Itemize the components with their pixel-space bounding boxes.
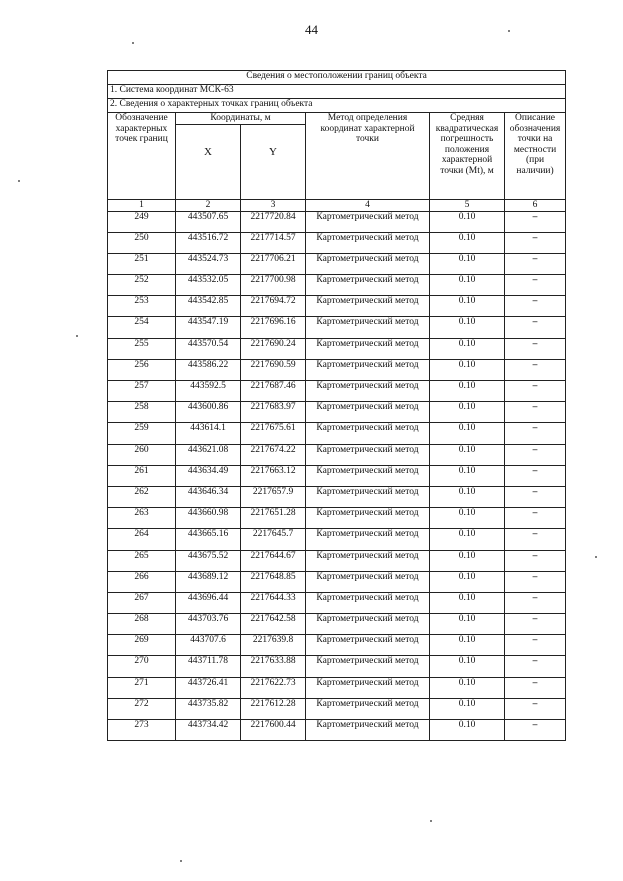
point-cell: 257: [108, 381, 176, 402]
accuracy-cell: 0.10: [430, 275, 505, 296]
point-cell: 254: [108, 317, 176, 338]
description-cell: –: [505, 465, 566, 486]
y-coordinate-cell: 2217663.12: [241, 465, 306, 486]
x-coordinate-cell: 443621.08: [176, 444, 241, 465]
header-method: Метод определения координат характерной точки: [306, 113, 430, 200]
x-coordinate-cell: 443547.19: [176, 317, 241, 338]
x-coordinate-cell: 443696.44: [176, 592, 241, 613]
accuracy-cell: 0.10: [430, 677, 505, 698]
x-coordinate-cell: 443726.41: [176, 677, 241, 698]
point-cell: 264: [108, 529, 176, 550]
y-coordinate-cell: 2217612.28: [241, 698, 306, 719]
accuracy-cell: 0.10: [430, 423, 505, 444]
boundary-points-table: [107, 70, 566, 741]
method-cell: Картометрический метод: [306, 296, 430, 317]
method-cell: Картометрический метод: [306, 635, 430, 656]
description-cell: –: [505, 402, 566, 423]
x-coordinate-cell: 443707.6: [176, 635, 241, 656]
accuracy-cell: 0.10: [430, 571, 505, 592]
y-coordinate-cell: 2217687.46: [241, 381, 306, 402]
scan-speck: [180, 860, 182, 862]
description-cell: –: [505, 253, 566, 274]
point-cell: 251: [108, 253, 176, 274]
point-cell: 260: [108, 444, 176, 465]
accuracy-cell: 0.10: [430, 359, 505, 380]
x-coordinate-cell: 443634.49: [176, 465, 241, 486]
accuracy-cell: 0.10: [430, 338, 505, 359]
point-cell: 266: [108, 571, 176, 592]
table-row: [108, 275, 566, 296]
table-row: [108, 550, 566, 571]
y-coordinate-cell: 2217674.22: [241, 444, 306, 465]
accuracy-cell: 0.10: [430, 529, 505, 550]
scan-speck: [132, 42, 134, 44]
header-point-designation: Обозначение характерных точек границ: [108, 113, 176, 200]
point-cell: 272: [108, 698, 176, 719]
x-coordinate-cell: 443660.98: [176, 508, 241, 529]
point-cell: 252: [108, 275, 176, 296]
point-cell: 258: [108, 402, 176, 423]
method-cell: Картометрический метод: [306, 211, 430, 232]
table-row: [108, 698, 566, 719]
method-cell: Картометрический метод: [306, 486, 430, 507]
method-cell: Картометрический метод: [306, 720, 430, 741]
description-cell: –: [505, 232, 566, 253]
table-row: [108, 486, 566, 507]
description-cell: –: [505, 550, 566, 571]
x-coordinate-cell: 443532.05: [176, 275, 241, 296]
header-description: Описание обозначения точки на местности (при наличии): [505, 113, 566, 200]
table-row: [108, 614, 566, 635]
description-cell: –: [505, 656, 566, 677]
point-cell: 267: [108, 592, 176, 613]
x-coordinate-cell: 443600.86: [176, 402, 241, 423]
table-row: [108, 423, 566, 444]
column-number: 2: [176, 199, 241, 211]
description-cell: –: [505, 359, 566, 380]
description-cell: –: [505, 275, 566, 296]
x-coordinate-cell: 443665.16: [176, 529, 241, 550]
description-cell: –: [505, 338, 566, 359]
method-cell: Картометрический метод: [306, 359, 430, 380]
description-cell: –: [505, 529, 566, 550]
x-coordinate-cell: 443542.85: [176, 296, 241, 317]
x-coordinate-cell: 443646.34: [176, 486, 241, 507]
method-cell: Картометрический метод: [306, 614, 430, 635]
method-cell: Картометрический метод: [306, 592, 430, 613]
table-row: [108, 656, 566, 677]
method-cell: Картометрический метод: [306, 550, 430, 571]
method-cell: Картометрический метод: [306, 253, 430, 274]
accuracy-cell: 0.10: [430, 211, 505, 232]
table-row: [108, 720, 566, 741]
scan-speck: [76, 335, 78, 337]
description-cell: –: [505, 571, 566, 592]
description-cell: –: [505, 677, 566, 698]
point-cell: 259: [108, 423, 176, 444]
y-coordinate-cell: 2217683.97: [241, 402, 306, 423]
accuracy-cell: 0.10: [430, 381, 505, 402]
x-coordinate-cell: 443735.82: [176, 698, 241, 719]
method-cell: Картометрический метод: [306, 508, 430, 529]
point-cell: 265: [108, 550, 176, 571]
accuracy-cell: 0.10: [430, 253, 505, 274]
point-cell: 269: [108, 635, 176, 656]
x-coordinate-cell: 443592.5: [176, 381, 241, 402]
x-coordinate-cell: 443507.65: [176, 211, 241, 232]
method-cell: Картометрический метод: [306, 381, 430, 402]
description-cell: –: [505, 317, 566, 338]
x-coordinate-cell: 443734.42: [176, 720, 241, 741]
scan-speck: [18, 180, 20, 182]
table-row: [108, 592, 566, 613]
accuracy-cell: 0.10: [430, 635, 505, 656]
accuracy-cell: 0.10: [430, 508, 505, 529]
x-coordinate-cell: 443516.72: [176, 232, 241, 253]
table-row: [108, 317, 566, 338]
column-number: 6: [505, 199, 566, 211]
table-row: [108, 211, 566, 232]
column-number: 3: [241, 199, 306, 211]
table-row: [108, 359, 566, 380]
y-coordinate-cell: 2217644.67: [241, 550, 306, 571]
y-coordinate-cell: 2217675.61: [241, 423, 306, 444]
table-row: [108, 677, 566, 698]
header-x: X: [176, 124, 241, 199]
page-number: 44: [305, 22, 318, 37]
method-cell: Картометрический метод: [306, 465, 430, 486]
y-coordinate-cell: 2217720.84: [241, 211, 306, 232]
header-y: Y: [241, 124, 306, 199]
method-cell: Картометрический метод: [306, 338, 430, 359]
accuracy-cell: 0.10: [430, 486, 505, 507]
accuracy-cell: 0.10: [430, 296, 505, 317]
x-coordinate-cell: 443586.22: [176, 359, 241, 380]
point-cell: 270: [108, 656, 176, 677]
method-cell: Картометрический метод: [306, 444, 430, 465]
point-cell: 261: [108, 465, 176, 486]
y-coordinate-cell: 2217622.73: [241, 677, 306, 698]
description-cell: –: [505, 698, 566, 719]
scan-speck: [430, 820, 432, 822]
accuracy-cell: 0.10: [430, 592, 505, 613]
y-coordinate-cell: 2217696.16: [241, 317, 306, 338]
table-row: [108, 444, 566, 465]
y-coordinate-cell: 2217657.9: [241, 486, 306, 507]
table-row: [108, 571, 566, 592]
y-coordinate-cell: 2217694.72: [241, 296, 306, 317]
column-number: 5: [430, 199, 505, 211]
point-cell: 268: [108, 614, 176, 635]
accuracy-cell: 0.10: [430, 465, 505, 486]
table-row: [108, 338, 566, 359]
y-coordinate-cell: 2217690.59: [241, 359, 306, 380]
header-coordinates: Координаты, м: [176, 113, 306, 125]
y-coordinate-cell: 2217651.28: [241, 508, 306, 529]
table-row: [108, 381, 566, 402]
points-section-heading: 2. Сведения о характерных точках границ объекта: [108, 99, 566, 113]
y-coordinate-cell: 2217639.8: [241, 635, 306, 656]
method-cell: Картометрический метод: [306, 275, 430, 296]
method-cell: Картометрический метод: [306, 423, 430, 444]
table-row: [108, 465, 566, 486]
accuracy-cell: 0.10: [430, 720, 505, 741]
accuracy-cell: 0.10: [430, 317, 505, 338]
description-cell: –: [505, 296, 566, 317]
accuracy-cell: 0.10: [430, 232, 505, 253]
point-cell: 273: [108, 720, 176, 741]
table-row: [108, 253, 566, 274]
y-coordinate-cell: 2217645.7: [241, 529, 306, 550]
method-cell: Картометрический метод: [306, 232, 430, 253]
description-cell: –: [505, 444, 566, 465]
x-coordinate-cell: 443703.76: [176, 614, 241, 635]
point-cell: 271: [108, 677, 176, 698]
header-accuracy: Средняя квадратическая погрешность положения характерной точки (Mt), м: [430, 113, 505, 200]
description-cell: –: [505, 211, 566, 232]
description-cell: –: [505, 423, 566, 444]
method-cell: Картометрический метод: [306, 402, 430, 423]
y-coordinate-cell: 2217648.85: [241, 571, 306, 592]
table-row: [108, 232, 566, 253]
x-coordinate-cell: 443570.54: [176, 338, 241, 359]
method-cell: Картометрический метод: [306, 529, 430, 550]
accuracy-cell: 0.10: [430, 614, 505, 635]
point-cell: 262: [108, 486, 176, 507]
accuracy-cell: 0.10: [430, 402, 505, 423]
point-cell: 256: [108, 359, 176, 380]
method-cell: Картометрический метод: [306, 656, 430, 677]
description-cell: –: [505, 614, 566, 635]
column-number: 1: [108, 199, 176, 211]
y-coordinate-cell: 2217644.33: [241, 592, 306, 613]
coordinate-system-section: 1. Система координат МСК-63: [108, 85, 566, 99]
accuracy-cell: 0.10: [430, 656, 505, 677]
point-cell: 249: [108, 211, 176, 232]
accuracy-cell: 0.10: [430, 444, 505, 465]
scan-speck: [508, 30, 510, 32]
point-cell: 255: [108, 338, 176, 359]
table-row: [108, 635, 566, 656]
x-coordinate-cell: 443675.52: [176, 550, 241, 571]
description-cell: –: [505, 486, 566, 507]
table-row: [108, 508, 566, 529]
table-row: [108, 529, 566, 550]
description-cell: –: [505, 508, 566, 529]
y-coordinate-cell: 2217690.24: [241, 338, 306, 359]
method-cell: Картометрический метод: [306, 571, 430, 592]
x-coordinate-cell: 443711.78: [176, 656, 241, 677]
point-cell: 253: [108, 296, 176, 317]
description-cell: –: [505, 381, 566, 402]
description-cell: –: [505, 635, 566, 656]
y-coordinate-cell: 2217633.88: [241, 656, 306, 677]
y-coordinate-cell: 2217706.21: [241, 253, 306, 274]
x-coordinate-cell: 443614.1: [176, 423, 241, 444]
x-coordinate-cell: 443689.12: [176, 571, 241, 592]
method-cell: Картометрический метод: [306, 698, 430, 719]
y-coordinate-cell: 2217642.58: [241, 614, 306, 635]
x-coordinate-cell: 443524.73: [176, 253, 241, 274]
table-title: Сведения о местоположении границ объекта: [108, 71, 566, 85]
table-row: [108, 402, 566, 423]
description-cell: –: [505, 720, 566, 741]
y-coordinate-cell: 2217700.98: [241, 275, 306, 296]
scan-speck: [595, 556, 597, 558]
y-coordinate-cell: 2217714.57: [241, 232, 306, 253]
point-cell: 263: [108, 508, 176, 529]
accuracy-cell: 0.10: [430, 550, 505, 571]
table-row: [108, 296, 566, 317]
description-cell: –: [505, 592, 566, 613]
column-number: 4: [306, 199, 430, 211]
point-cell: 250: [108, 232, 176, 253]
y-coordinate-cell: 2217600.44: [241, 720, 306, 741]
method-cell: Картометрический метод: [306, 677, 430, 698]
accuracy-cell: 0.10: [430, 698, 505, 719]
method-cell: Картометрический метод: [306, 317, 430, 338]
